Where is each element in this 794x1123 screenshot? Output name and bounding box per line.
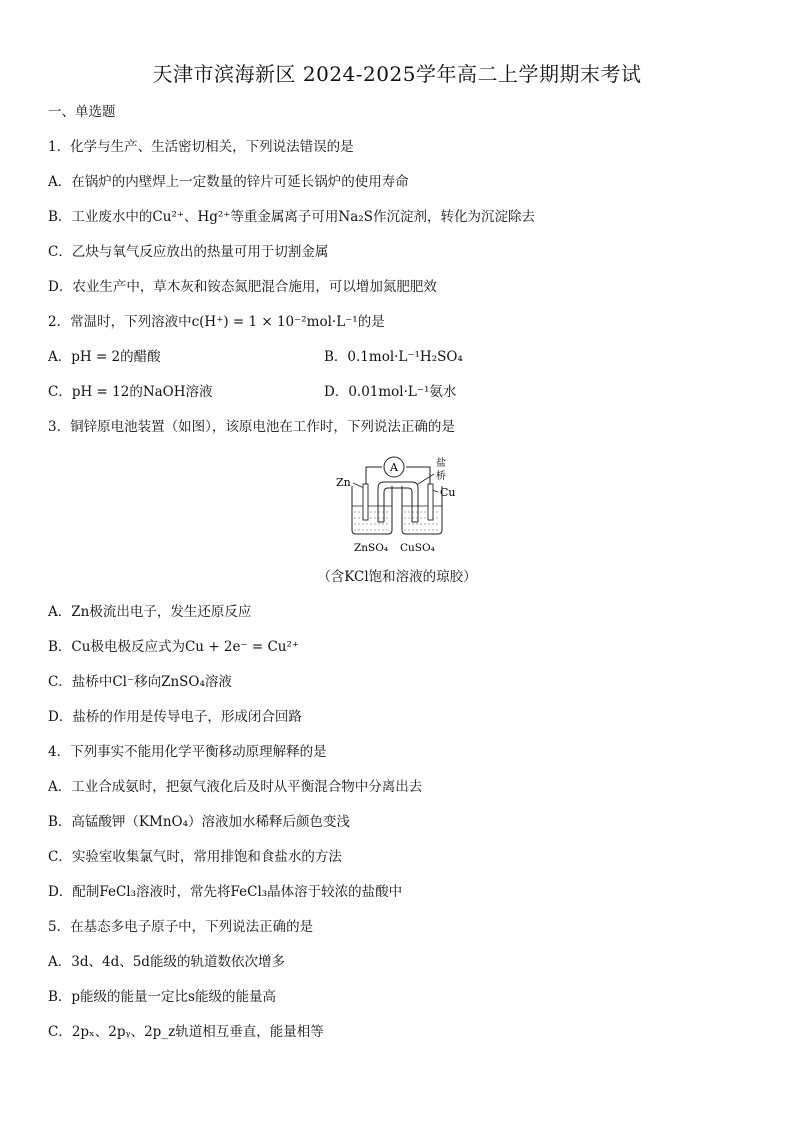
ammeter-label: A [390, 461, 398, 474]
q3-option-c: C．盐桥中Cl⁻移向ZnSO₄溶液 [48, 674, 232, 690]
q2-option-d: D．0.01mol·L⁻¹氨水 [324, 384, 457, 400]
q5-stem: 5．在基态多电子原子中，下列说法正确的是 [48, 919, 314, 935]
q5-option-c: C．2pₓ、2pᵧ、2p_z轨道相互垂直，能量相等 [48, 1024, 324, 1040]
q4-option-d: D．配制FeCl₃溶液时，常先将FeCl₃晶体溶于较浓的盐酸中 [48, 884, 403, 900]
bridge-label-2: 桥 [436, 471, 446, 482]
znso4-label: ZnSO₄ [354, 542, 389, 554]
q2-option-c: C．pH = 12的NaOH溶液 [48, 384, 213, 400]
q3-option-a: A．Zn极流出电子，发生还原反应 [48, 604, 252, 620]
q2-option-a: A．pH = 2的醋酸 [48, 349, 161, 365]
q1-option-a: A．在锅炉的内壁焊上一定数量的锌片可延长锅炉的使用寿命 [48, 174, 409, 190]
galvanic-cell-diagram [330, 448, 470, 558]
cu-label: Cu [440, 486, 456, 499]
exam-title: 天津市滨海新区 2024-2025学年高二上学期期末考试 [152, 62, 642, 86]
q4-option-a: A．工业合成氨时，把氨气液化后及时从平衡混合物中分离出去 [48, 779, 423, 795]
q3-stem: 3．铜锌原电池装置（如图），该原电池在工作时，下列说法正确的是 [48, 419, 455, 435]
q1-option-d: D．农业生产中，草木灰和铵态氮肥混合施用，可以增加氮肥肥效 [48, 279, 437, 295]
cu-electrode [428, 484, 433, 520]
q3-option-d: D．盐桥的作用是传导电子，形成闭合回路 [48, 709, 302, 725]
zn-electrode [363, 484, 368, 520]
q2-option-b: B．0.1mol·L⁻¹H₂SO₄ [324, 349, 463, 365]
q3-option-b: B．Cu极电极反应式为Cu + 2e⁻ = Cu²⁺ [48, 639, 300, 655]
q1-option-b: B．工业废水中的Cu²⁺、Hg²⁺等重金属离子可用Na₂S作沉淀剂，转化为沉淀除去 [48, 209, 535, 225]
q4-stem: 4．下列事实不能用化学平衡移动原理解释的是 [48, 744, 327, 760]
q4-option-b: B．高锰酸钾（KMnO₄）溶液加水稀释后颜色变浅 [48, 814, 351, 830]
cuso4-label: CuSO₄ [400, 542, 435, 554]
section-heading: 一、单选题 [48, 104, 116, 120]
q2-stem: 2．常温时，下列溶液中c(H⁺) = 1 × 10⁻²mol·L⁻¹的是 [48, 314, 385, 330]
q1-option-c: C．乙炔与氧气反应放出的热量可用于切割金属 [48, 244, 329, 260]
q4-option-c: C．实验室收集氯气时，常用排饱和食盐水的方法 [48, 849, 342, 865]
bridge-label-1: 盐 [436, 458, 446, 469]
figure-caption: （含KCl饱和溶液的琼胶） [317, 569, 477, 585]
q5-option-b: B．p能级的能量一定比s能级的能量高 [48, 989, 276, 1005]
zn-label: Zn [336, 476, 351, 489]
q1-stem: 1．化学与生产、生活密切相关，下列说法错误的是 [48, 139, 354, 155]
q5-option-a: A．3d、4d、5d能级的轨道数依次增多 [48, 954, 285, 970]
